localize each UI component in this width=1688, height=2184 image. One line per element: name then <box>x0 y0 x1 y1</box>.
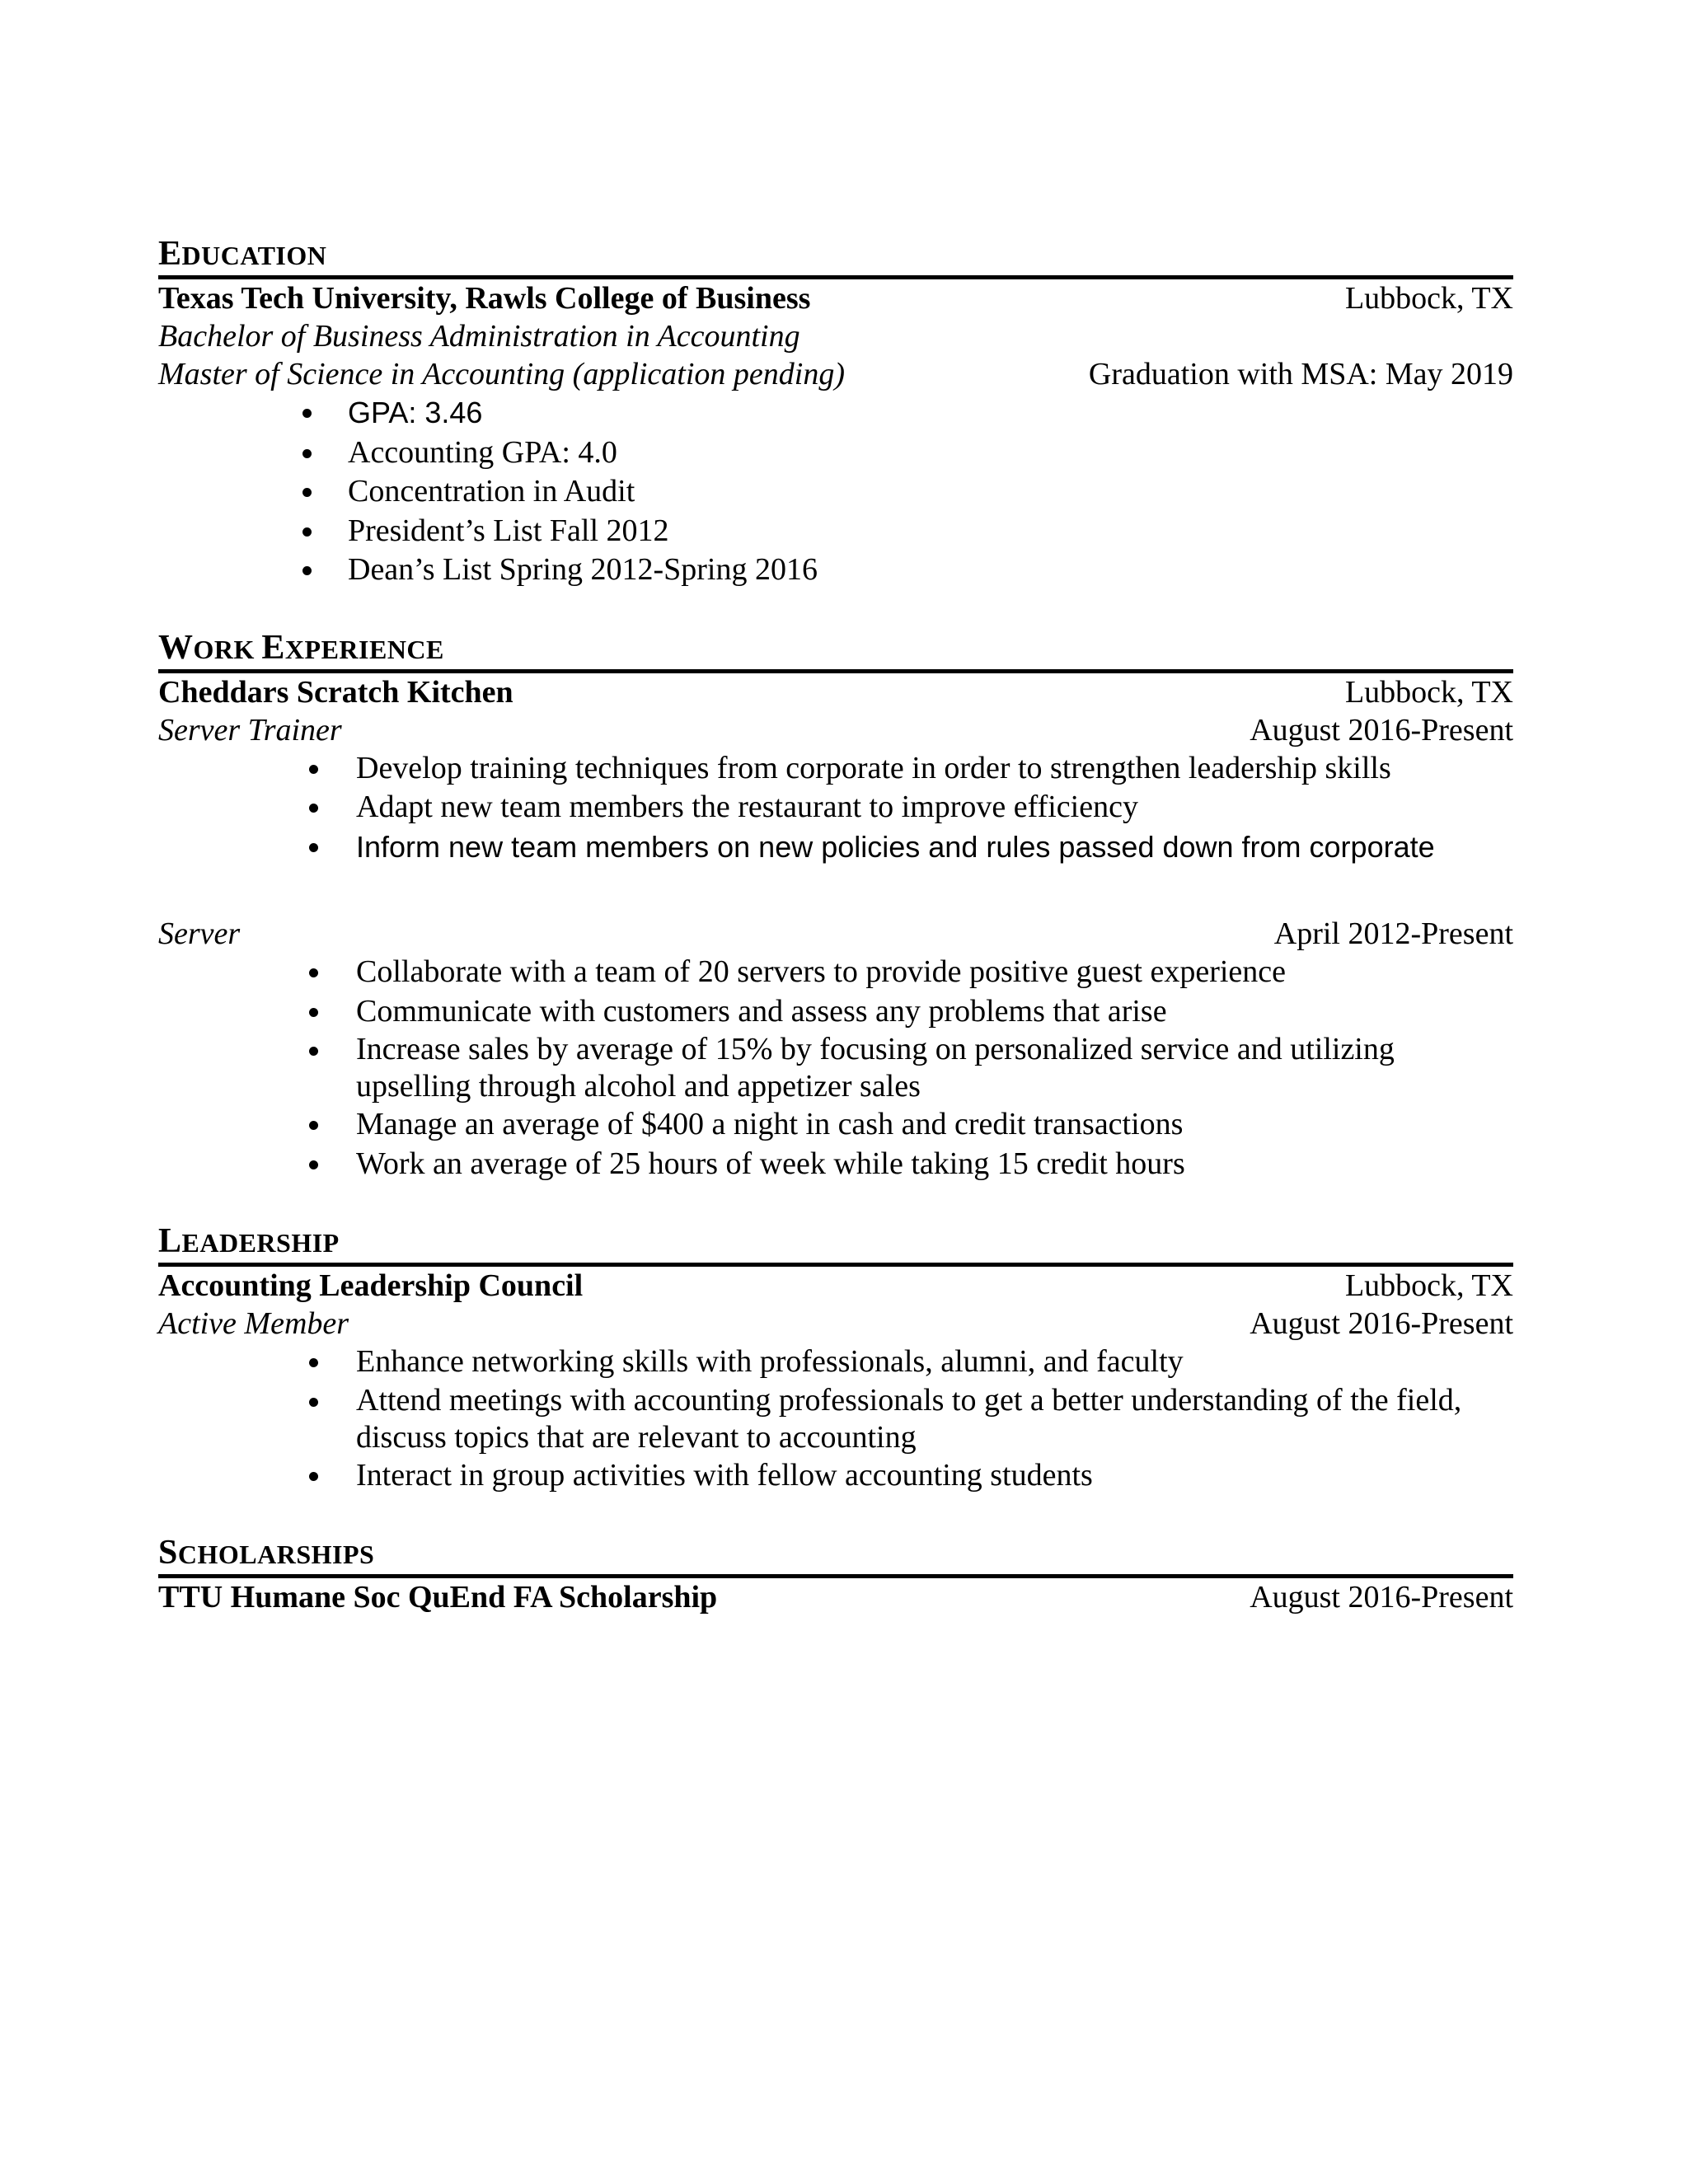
work-experience-heading: WORK EXPERIENCE <box>158 630 1513 673</box>
role-row-server <box>158 915 1513 953</box>
server-bullets <box>158 953 1513 1183</box>
role-title: Active Member <box>158 1306 349 1341</box>
resume-page <box>158 236 1513 1616</box>
role-dates: August 2016-Present <box>1250 712 1513 748</box>
bullet-dot-icon <box>309 1358 318 1367</box>
scholarship-row <box>158 1578 1513 1616</box>
list-item: Concentration in Audit <box>158 472 1513 512</box>
bullet-dot-icon <box>302 527 312 537</box>
leadership-bullets <box>158 1343 1513 1495</box>
role-dates: August 2016-Present <box>1250 1306 1513 1341</box>
list-item: President’s List Fall 2012 <box>158 512 1513 551</box>
bullet-dot-icon <box>302 488 312 497</box>
degree-row-2 <box>158 355 1513 393</box>
list-item: Inform new team members on new policies and rules passed down from corporate <box>158 827 1513 868</box>
list-item: Develop training techniques from corporate in order to strengthen leadership skills <box>158 749 1513 789</box>
list-item: Dean’s List Spring 2012-Spring 2016 <box>158 551 1513 590</box>
work-experience-section <box>158 630 1513 1184</box>
education-school-row <box>158 279 1513 317</box>
bullet-dot-icon <box>309 765 318 774</box>
scholarships-heading: SCHOLARSHIPS <box>158 1535 1513 1578</box>
employer-row <box>158 673 1513 711</box>
school-name: Texas Tech University, Rawls College of Business <box>158 281 811 316</box>
bullet-dot-icon <box>309 843 318 852</box>
list-item: Enhance networking skills with professionals, alumni, and faculty <box>158 1343 1513 1382</box>
bullet-dot-icon <box>309 1008 318 1017</box>
bullet-dot-icon <box>309 968 318 977</box>
bullet-dot-icon <box>309 1398 318 1407</box>
bullet-dot-icon <box>309 804 318 813</box>
school-location: Lubbock, TX <box>1344 281 1513 316</box>
leadership-section <box>158 1223 1513 1495</box>
role-row-server-trainer <box>158 711 1513 749</box>
bullet-dot-icon <box>309 1472 318 1481</box>
list-item: Attend meetings with accounting professionals to get a better understanding of the field, discuss topics that are relevant to accounting <box>158 1382 1513 1456</box>
list-item: Increase sales by average of 15% by focusing on personalized service and utilizing upselling through alcohol and appetizer sales <box>158 1031 1513 1105</box>
org-location: Lubbock, TX <box>1344 1268 1513 1303</box>
scholarship-dates: August 2016-Present <box>1250 1580 1513 1615</box>
role-dates: April 2012-Present <box>1273 916 1513 951</box>
list-item: Work an average of 25 hours of week while taking 15 credit hours <box>158 1145 1513 1184</box>
list-item: Accounting GPA: 4.0 <box>158 434 1513 473</box>
employer-location: Lubbock, TX <box>1344 674 1513 710</box>
list-item: Communicate with customers and assess any problems that arise <box>158 992 1513 1032</box>
list-item: Manage an average of $400 a night in cash and credit transactions <box>158 1105 1513 1145</box>
list-item: GPA: 3.46 <box>158 393 1513 434</box>
role-title: Server Trainer <box>158 712 342 748</box>
degree-bba: Bachelor of Business Administration in Accounting <box>158 319 800 354</box>
degree-row-1 <box>158 317 1513 355</box>
education-heading: EDUCATION <box>158 236 1513 279</box>
degree-msa: Master of Science in Accounting (application pending) <box>158 357 845 391</box>
education-section <box>158 236 1513 590</box>
list-item: Collaborate with a team of 20 servers to provide positive guest experience <box>158 953 1513 992</box>
leadership-heading: LEADERSHIP <box>158 1223 1513 1267</box>
bullet-dot-icon <box>309 1160 318 1169</box>
scholarships-section <box>158 1535 1513 1616</box>
org-row <box>158 1267 1513 1305</box>
scholarship-name: TTU Humane Soc QuEnd FA Scholarship <box>158 1580 718 1615</box>
server-trainer-bullets <box>158 749 1513 868</box>
employer-name: Cheddars Scratch Kitchen <box>158 674 513 710</box>
role-title: Server <box>158 916 241 951</box>
org-name: Accounting Leadership Council <box>158 1268 584 1303</box>
leadership-role-row <box>158 1305 1513 1343</box>
graduation-date: Graduation with MSA: May 2019 <box>1088 357 1513 391</box>
education-bullets <box>158 393 1513 590</box>
bullet-dot-icon <box>302 449 312 458</box>
bullet-dot-icon <box>302 409 312 418</box>
bullet-dot-icon <box>302 566 312 575</box>
bullet-dot-icon <box>309 1121 318 1130</box>
list-item: Interact in group activities with fellow accounting students <box>158 1456 1513 1496</box>
bullet-dot-icon <box>309 1047 318 1056</box>
list-item: Adapt new team members the restaurant to improve efficiency <box>158 788 1513 827</box>
